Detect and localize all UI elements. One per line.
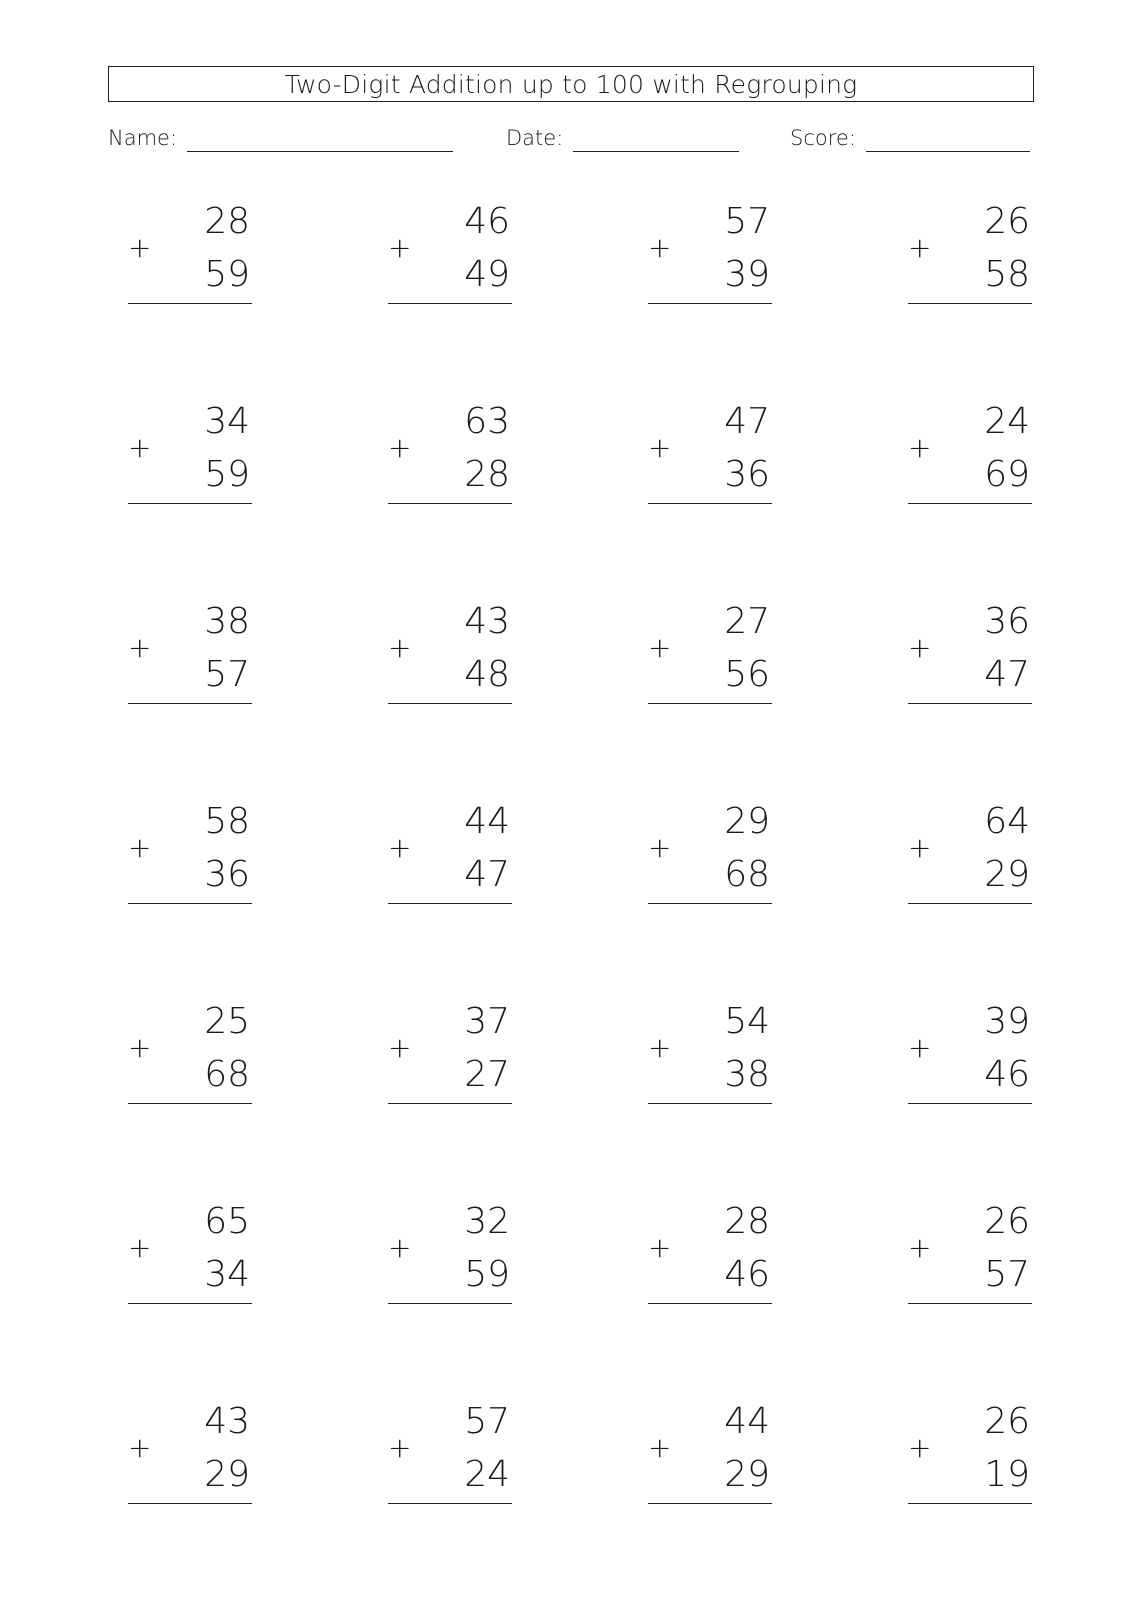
bottom-addend: 19 bbox=[984, 1454, 1030, 1495]
answer-line[interactable] bbox=[908, 903, 1032, 904]
answer-line[interactable] bbox=[908, 303, 1032, 304]
answer-line[interactable] bbox=[648, 903, 772, 904]
bottom-addend: 59 bbox=[204, 454, 250, 495]
plus-sign: + bbox=[908, 231, 932, 264]
addition-problem bbox=[128, 602, 252, 714]
answer-line[interactable] bbox=[908, 1103, 1032, 1104]
plus-sign: + bbox=[648, 631, 672, 664]
bottom-addend: 24 bbox=[464, 1454, 510, 1495]
plus-sign: + bbox=[648, 231, 672, 264]
bottom-addend: 59 bbox=[204, 254, 250, 295]
bottom-addend: 47 bbox=[984, 654, 1030, 695]
addition-problem bbox=[908, 1202, 1032, 1314]
date-label: Date: bbox=[506, 126, 564, 150]
addition-problem bbox=[388, 1002, 512, 1114]
addition-problem bbox=[388, 1202, 512, 1314]
top-addend: 34 bbox=[204, 401, 250, 442]
plus-sign: + bbox=[128, 1431, 152, 1464]
top-addend: 24 bbox=[984, 401, 1030, 442]
top-addend: 39 bbox=[984, 1001, 1030, 1042]
name-label: Name: bbox=[108, 126, 178, 150]
plus-sign: + bbox=[908, 831, 932, 864]
addition-problem bbox=[908, 402, 1032, 514]
worksheet-title: Two-Digit Addition up to 100 with Regrouping bbox=[108, 66, 1034, 102]
plus-sign: + bbox=[388, 1031, 412, 1064]
score-label: Score: bbox=[790, 126, 856, 150]
top-addend: 57 bbox=[464, 1401, 510, 1442]
addition-problem bbox=[388, 202, 512, 314]
plus-sign: + bbox=[908, 431, 932, 464]
answer-line[interactable] bbox=[128, 903, 252, 904]
top-addend: 26 bbox=[984, 1401, 1030, 1442]
plus-sign: + bbox=[908, 1231, 932, 1264]
bottom-addend: 29 bbox=[204, 1454, 250, 1495]
addition-problem bbox=[908, 802, 1032, 914]
bottom-addend: 36 bbox=[724, 454, 770, 495]
answer-line[interactable] bbox=[908, 703, 1032, 704]
plus-sign: + bbox=[388, 1231, 412, 1264]
addition-problem bbox=[128, 1202, 252, 1314]
answer-line[interactable] bbox=[388, 503, 512, 504]
top-addend: 27 bbox=[724, 601, 770, 642]
top-addend: 65 bbox=[204, 1201, 250, 1242]
plus-sign: + bbox=[648, 1431, 672, 1464]
plus-sign: + bbox=[908, 1431, 932, 1464]
plus-sign: + bbox=[128, 231, 152, 264]
top-addend: 28 bbox=[724, 1201, 770, 1242]
addition-problem bbox=[648, 202, 772, 314]
top-addend: 26 bbox=[984, 1201, 1030, 1242]
addition-problem bbox=[388, 402, 512, 514]
plus-sign: + bbox=[648, 431, 672, 464]
addition-problem bbox=[128, 802, 252, 914]
top-addend: 32 bbox=[464, 1201, 510, 1242]
bottom-addend: 59 bbox=[464, 1254, 510, 1295]
addition-problem bbox=[128, 402, 252, 514]
answer-line[interactable] bbox=[128, 1303, 252, 1304]
top-addend: 26 bbox=[984, 201, 1030, 242]
answer-line[interactable] bbox=[388, 903, 512, 904]
bottom-addend: 34 bbox=[204, 1254, 250, 1295]
addition-problem bbox=[908, 1402, 1032, 1514]
plus-sign: + bbox=[128, 631, 152, 664]
top-addend: 57 bbox=[724, 201, 770, 242]
top-addend: 47 bbox=[724, 401, 770, 442]
answer-line[interactable] bbox=[128, 503, 252, 504]
top-addend: 37 bbox=[464, 1001, 510, 1042]
top-addend: 43 bbox=[464, 601, 510, 642]
answer-line[interactable] bbox=[908, 503, 1032, 504]
answer-line[interactable] bbox=[388, 1103, 512, 1104]
answer-line[interactable] bbox=[128, 303, 252, 304]
addition-problem bbox=[388, 602, 512, 714]
bottom-addend: 39 bbox=[724, 254, 770, 295]
plus-sign: + bbox=[128, 831, 152, 864]
bottom-addend: 56 bbox=[724, 654, 770, 695]
bottom-addend: 28 bbox=[464, 454, 510, 495]
top-addend: 28 bbox=[204, 201, 250, 242]
top-addend: 46 bbox=[464, 201, 510, 242]
addition-problem bbox=[388, 1402, 512, 1514]
answer-line[interactable] bbox=[128, 1103, 252, 1104]
answer-line[interactable] bbox=[908, 1303, 1032, 1304]
plus-sign: + bbox=[128, 1231, 152, 1264]
top-addend: 29 bbox=[724, 801, 770, 842]
answer-line[interactable] bbox=[648, 303, 772, 304]
plus-sign: + bbox=[388, 431, 412, 464]
addition-problem bbox=[908, 602, 1032, 714]
addition-problem bbox=[648, 602, 772, 714]
top-addend: 43 bbox=[204, 1401, 250, 1442]
bottom-addend: 46 bbox=[984, 1054, 1030, 1095]
answer-line[interactable] bbox=[648, 503, 772, 504]
plus-sign: + bbox=[908, 1031, 932, 1064]
bottom-addend: 47 bbox=[464, 854, 510, 895]
addition-problem bbox=[908, 202, 1032, 314]
top-addend: 44 bbox=[724, 1401, 770, 1442]
addition-problem bbox=[648, 1202, 772, 1314]
bottom-addend: 69 bbox=[984, 454, 1030, 495]
top-addend: 58 bbox=[204, 801, 250, 842]
addition-problem bbox=[128, 1402, 252, 1514]
plus-sign: + bbox=[388, 831, 412, 864]
top-addend: 64 bbox=[984, 801, 1030, 842]
answer-line[interactable] bbox=[388, 1303, 512, 1304]
plus-sign: + bbox=[648, 1031, 672, 1064]
addition-problem bbox=[128, 1002, 252, 1114]
answer-line[interactable] bbox=[908, 1503, 1032, 1504]
answer-line[interactable] bbox=[648, 703, 772, 704]
bottom-addend: 36 bbox=[204, 854, 250, 895]
top-addend: 63 bbox=[464, 401, 510, 442]
bottom-addend: 48 bbox=[464, 654, 510, 695]
answer-line[interactable] bbox=[388, 703, 512, 704]
addition-problem bbox=[648, 1402, 772, 1514]
plus-sign: + bbox=[128, 1031, 152, 1064]
plus-sign: + bbox=[128, 431, 152, 464]
plus-sign: + bbox=[648, 1231, 672, 1264]
answer-line[interactable] bbox=[648, 1503, 772, 1504]
answer-line[interactable] bbox=[648, 1103, 772, 1104]
bottom-addend: 27 bbox=[464, 1054, 510, 1095]
bottom-addend: 68 bbox=[724, 854, 770, 895]
top-addend: 36 bbox=[984, 601, 1030, 642]
addition-problem bbox=[388, 802, 512, 914]
answer-line[interactable] bbox=[128, 1503, 252, 1504]
addition-problem bbox=[128, 202, 252, 314]
bottom-addend: 68 bbox=[204, 1054, 250, 1095]
top-addend: 54 bbox=[724, 1001, 770, 1042]
bottom-addend: 57 bbox=[984, 1254, 1030, 1295]
bottom-addend: 58 bbox=[984, 254, 1030, 295]
answer-line[interactable] bbox=[128, 703, 252, 704]
plus-sign: + bbox=[388, 1431, 412, 1464]
bottom-addend: 38 bbox=[724, 1054, 770, 1095]
answer-line[interactable] bbox=[648, 1303, 772, 1304]
bottom-addend: 29 bbox=[724, 1454, 770, 1495]
addition-problem bbox=[648, 802, 772, 914]
plus-sign: + bbox=[388, 631, 412, 664]
bottom-addend: 57 bbox=[204, 654, 250, 695]
bottom-addend: 29 bbox=[984, 854, 1030, 895]
plus-sign: + bbox=[388, 231, 412, 264]
addition-problem bbox=[648, 402, 772, 514]
plus-sign: + bbox=[908, 631, 932, 664]
addition-problem bbox=[648, 1002, 772, 1114]
plus-sign: + bbox=[648, 831, 672, 864]
top-addend: 25 bbox=[204, 1001, 250, 1042]
addition-problem bbox=[908, 1002, 1032, 1114]
answer-line[interactable] bbox=[388, 1503, 512, 1504]
top-addend: 38 bbox=[204, 601, 250, 642]
top-addend: 44 bbox=[464, 801, 510, 842]
bottom-addend: 49 bbox=[464, 254, 510, 295]
bottom-addend: 46 bbox=[724, 1254, 770, 1295]
answer-line[interactable] bbox=[388, 303, 512, 304]
